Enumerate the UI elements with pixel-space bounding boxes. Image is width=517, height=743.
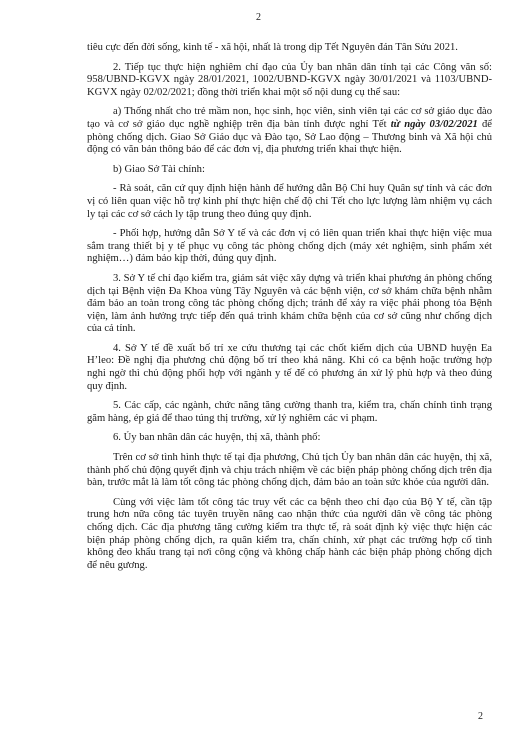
- paragraph-item-5: 5. Các cấp, các ngành, chức năng tăng cường thanh tra, kiểm tra, chấn chỉnh tình trạng găm hàng, ép giá để thao túng thị trường, xử lý nghiêm các vi phạm.: [87, 400, 492, 424]
- page-number-top: 2: [256, 12, 261, 23]
- paragraph-item-2a-text-end: để phòng chống dịch. Giao Sở Giáo dục và Đào tạo, Sở Lao động – Thương binh và Xã hội chủ động có văn bản thông báo để các đơn vị, địa phương triển khai thực hiện.: [87, 118, 492, 156]
- document-body: [87, 42, 492, 579]
- page-number-bottom: 2: [478, 711, 483, 722]
- paragraph-item-2b-bullet-2: - Phối hợp, hướng dẫn Sở Y tế và các đơn vị có liên quan triển khai thực hiện việc mua sắm trang thiết bị y tế phục vụ công tác phòng chống dịch (máy xét nghiệm, sinh phẩm xét nghiệm…) đảm bảo kịp thời, đúng quy định.: [87, 228, 492, 265]
- paragraph-item-6: 6. Ủy ban nhân dân các huyện, thị xã, thành phố:: [113, 432, 321, 444]
- holiday-start-date: từ ngày 03/02/2021: [390, 118, 478, 130]
- paragraph-item-2a-text: a) Thống nhất cho trẻ mầm non, học sinh, học viên, sinh viên tại các cơ sở giáo dục đào tạo và cơ sở giáo dục nghề nghiệp trên địa bàn tỉnh được nghỉ Tết: [87, 106, 492, 130]
- paragraph-item-2a: [87, 106, 492, 156]
- paragraph-item-6-body-1: Trên cơ sở tình hình thực tế tại địa phương, Chủ tịch Ủy ban nhân dân các huyện, thị xã, thành phố chủ động quyết định và chịu trách nhiệm về các biện pháp phòng chống dịch trên địa bàn, trước mắt là làm tốt công tác phòng chống dịch, đảm bảo an toàn sức khỏe của người dân.: [87, 452, 492, 489]
- paragraph-item-3: 3. Sở Y tế chỉ đạo kiểm tra, giám sát việc xây dựng và triển khai phương án phòng chống dịch tại Bệnh viện Đa Khoa vùng Tây Nguyên và các bệnh viện, cơ sở khám chữa bệnh nhằm đảm bảo an toàn trong công tác phòng chống dịch; tránh để xảy ra việc phải phong tỏa Bệnh viện, làm ảnh hưởng trực tiếp đến quá trình khám chữa bệnh của cơ sở cũng như chống dịch của cả tỉnh.: [87, 272, 492, 335]
- paragraph-item-4: 4. Sở Y tế đề xuất bố trí xe cứu thương tại các chốt kiểm dịch của UBND huyện Ea H’leo: Đề nghị địa phương chủ động bố trí theo khả năng. Khi có ca bệnh hoặc trường hợp nghi ngờ thì chủ động phối hợp với ngành y tế để có phương án xử lý phù hợp và theo đúng quy định.: [87, 342, 492, 392]
- paragraph-item-6-body-2: Cùng với việc làm tốt công tác truy vết các ca bệnh theo chỉ đạo của Bộ Y tế, cần tập trung hơn nữa công tác tuyên truyền nâng cao nhận thức của người dân về công tác phòng chống dịch. Các địa phương tăng cường kiểm tra thực tế, rà soát định kỳ việc thực hiện các biện pháp phòng chống dịch, ra quân kiểm tra, chấn chỉnh, xử phạt các trường hợp cố tình không đeo khẩu trang tại nơi công cộng và không chấp hành các biện pháp phòng chống dịch để nêu gương.: [87, 496, 492, 571]
- paragraph-item-2: 2. Tiếp tục thực hiện nghiêm chỉ đạo của Ủy ban nhân dân tỉnh tại các Công văn số: 958/UBND-KGVX ngày 28/01/2021, 1002/UBND-KGVX ngày 30/01/2021 và 1103/UBND-KGVX ngày 02/02/2021; đồng thời triển khai một số nội dung cụ thể sau:: [87, 61, 492, 98]
- paragraph-item-2b-bullet-1: - Rà soát, căn cứ quy định hiện hành để hướng dẫn Bộ Chỉ huy Quân sự tỉnh và các đơn vị có liên quan việc hỗ trợ kinh phí thực hiện chế độ chi Tết cho lực lượng làm nhiệm vụ cách ly tại các cơ sở cách ly tập trung theo đúng quy định.: [87, 183, 492, 220]
- paragraph-item-2b: b) Giao Sở Tài chính:: [113, 163, 205, 175]
- paragraph-intro-continuation: tiêu cực đến đời sống, kinh tế - xã hội, nhất là trong dịp Tết Nguyên đán Tân Sửu 2021.: [87, 42, 458, 53]
